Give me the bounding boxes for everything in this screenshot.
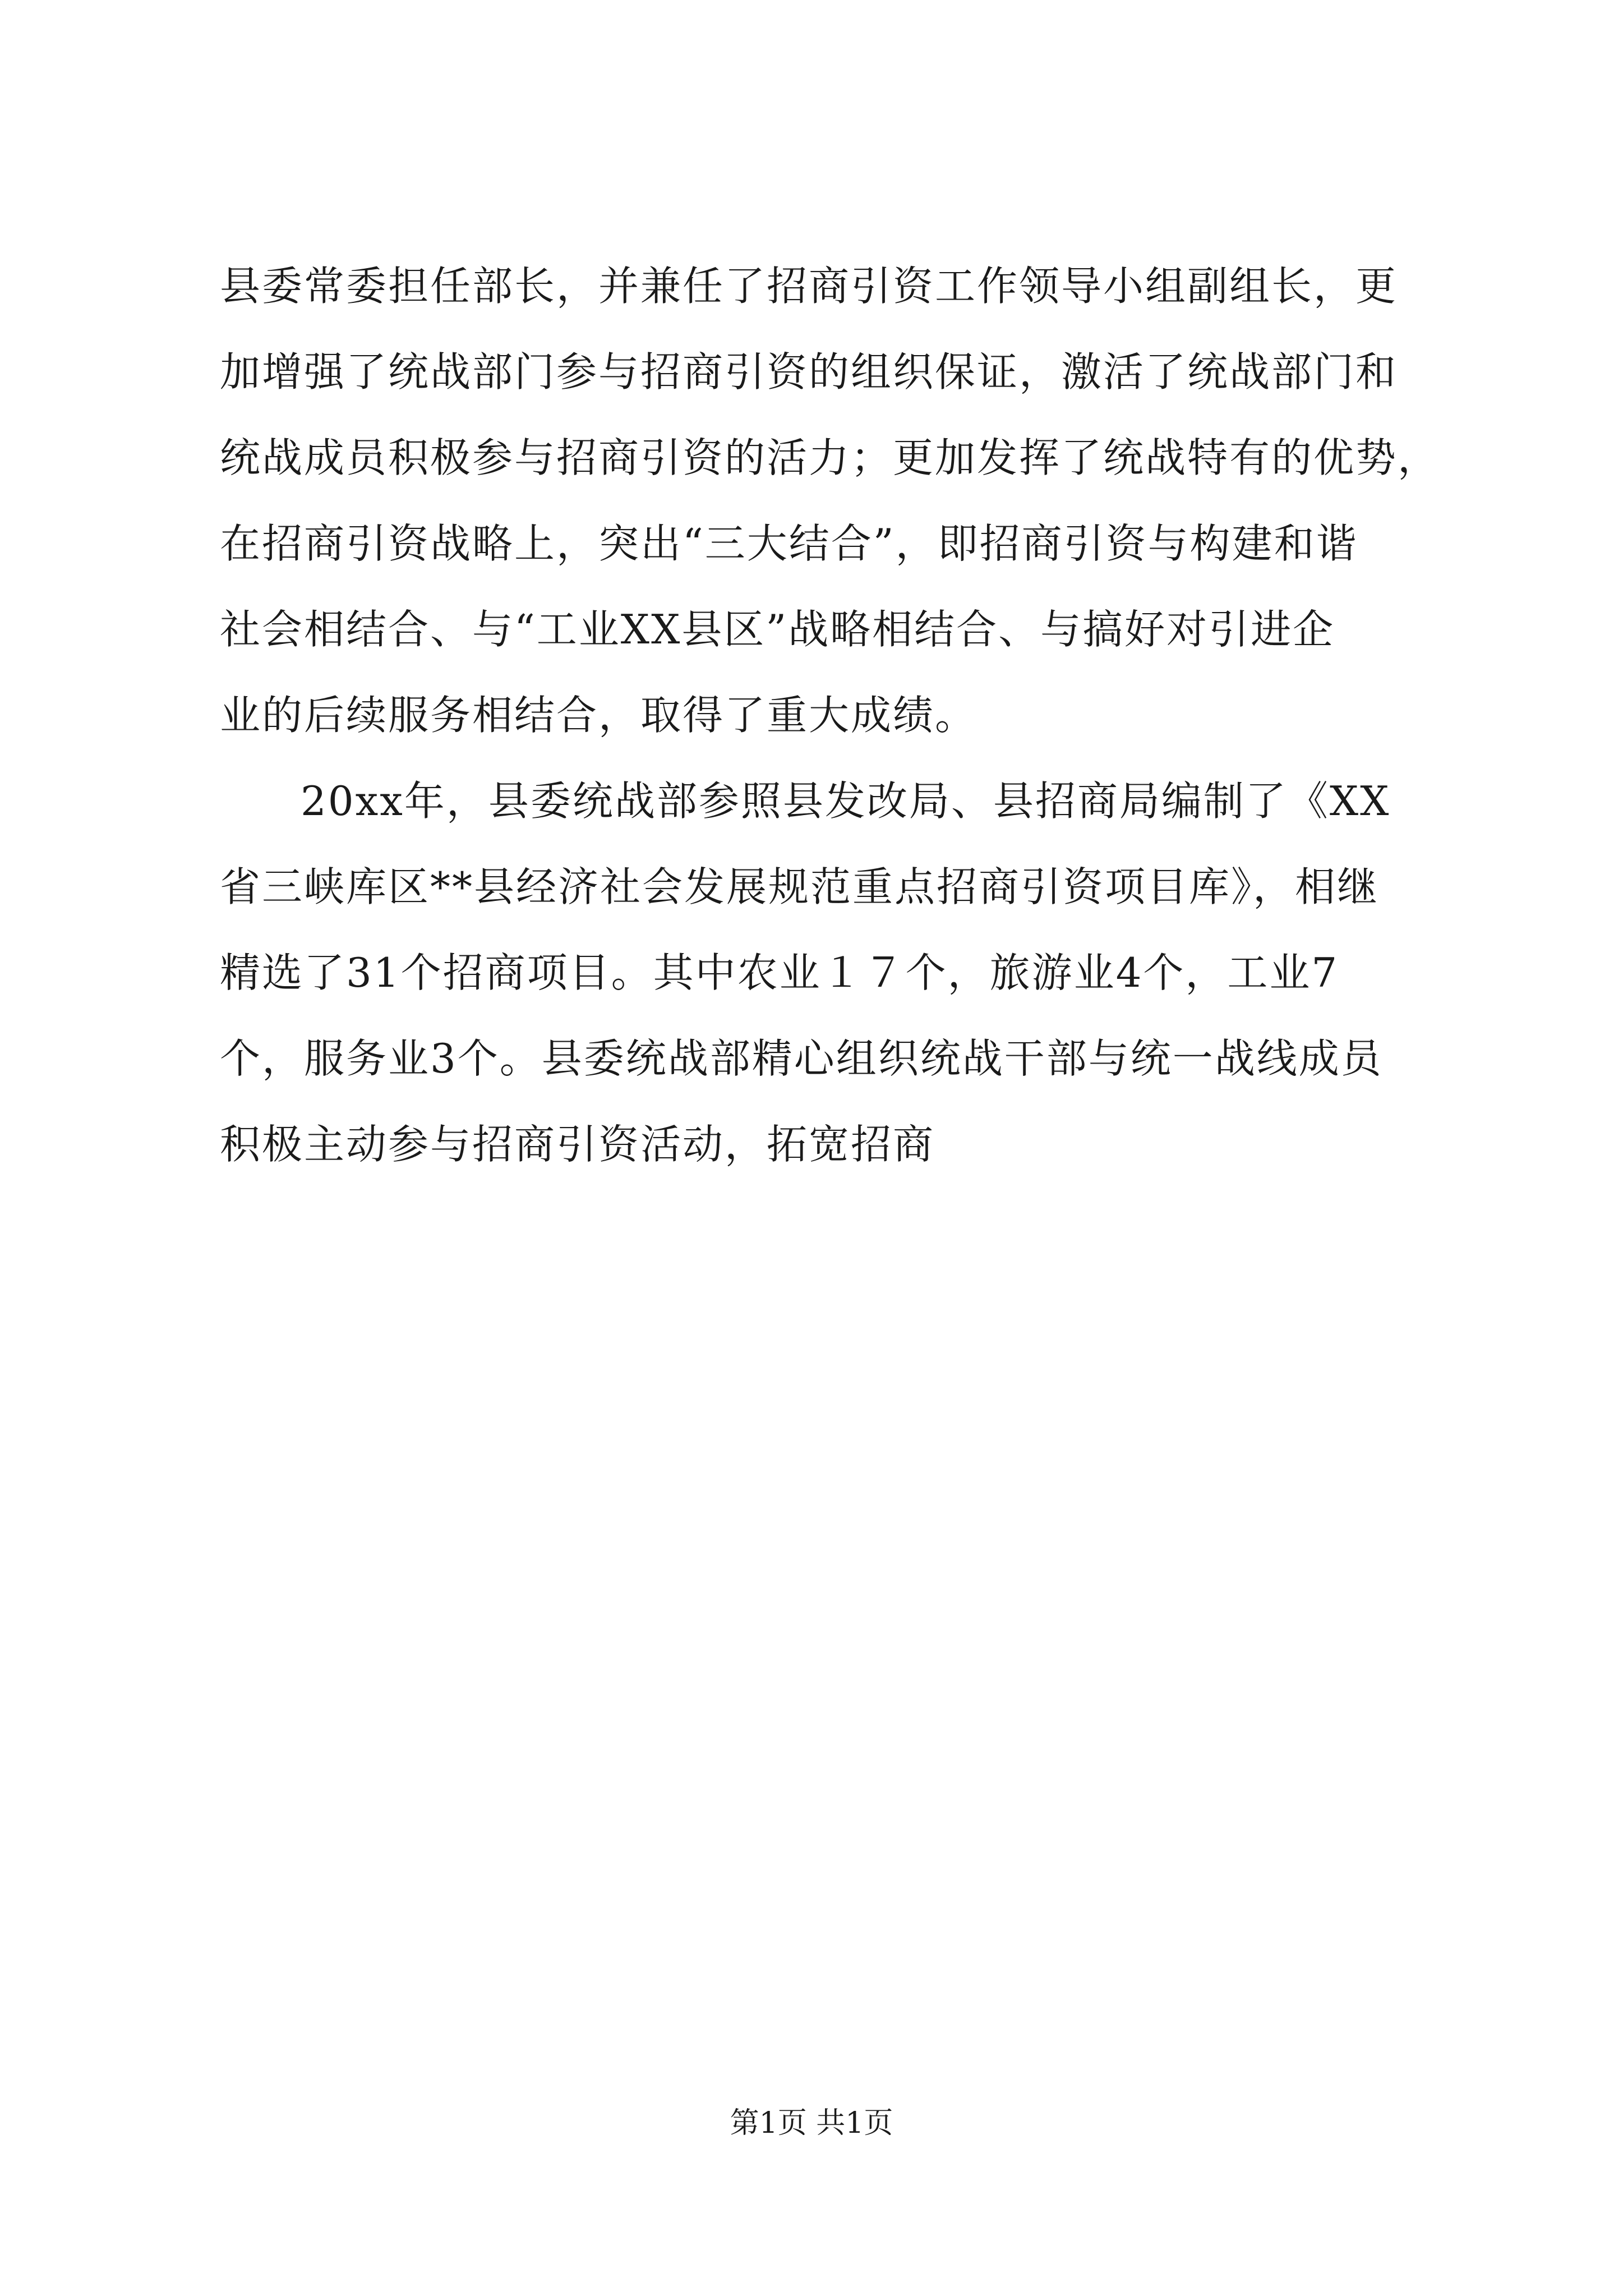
body-text (220, 259, 1476, 1203)
paragraph-line: 在招商引资战略上，突出“三大结合”，即招商引资与构建和谐 (220, 520, 1358, 567)
paragraph-line: 精选了31个招商项目。其中农业１７个，旅游业4个，工业7 (220, 949, 1339, 996)
page-number-footer: 第1页 共1页 (730, 2106, 893, 2140)
paragraph-line: 统战成员积极参与招商引资的活力；更加发挥了统战特有的优势， (220, 434, 1440, 481)
paragraph-line: 个，服务业3个。县委统战部精心组织统战干部与统一战线成员 (220, 1035, 1383, 1082)
paragraph-line: 积极主动参与招商引资活动，拓宽招商 (220, 1121, 935, 1168)
paragraph-line: 业的后续服务相结合，取得了重大成绩。 (220, 692, 978, 739)
paragraph-line: 县委常委担任部长，并兼任了招商引资工作领导小组副组长，更 (220, 263, 1398, 310)
paragraph-line: 社会相结合、与“工业XX县区”战略相结合、与搞好对引进企 (220, 606, 1335, 653)
paragraph-line: 省三峡库区**县经济社会发展规范重点招商引资项目库》，相继 (220, 863, 1380, 910)
paragraph-line: 加增强了统战部门参与招商引资的组织保证，激活了统战部门和 (220, 348, 1398, 395)
paragraph-first-line: 20xx年，县委统战部参照县发改局、县招商局编制了《XX (301, 777, 1391, 825)
